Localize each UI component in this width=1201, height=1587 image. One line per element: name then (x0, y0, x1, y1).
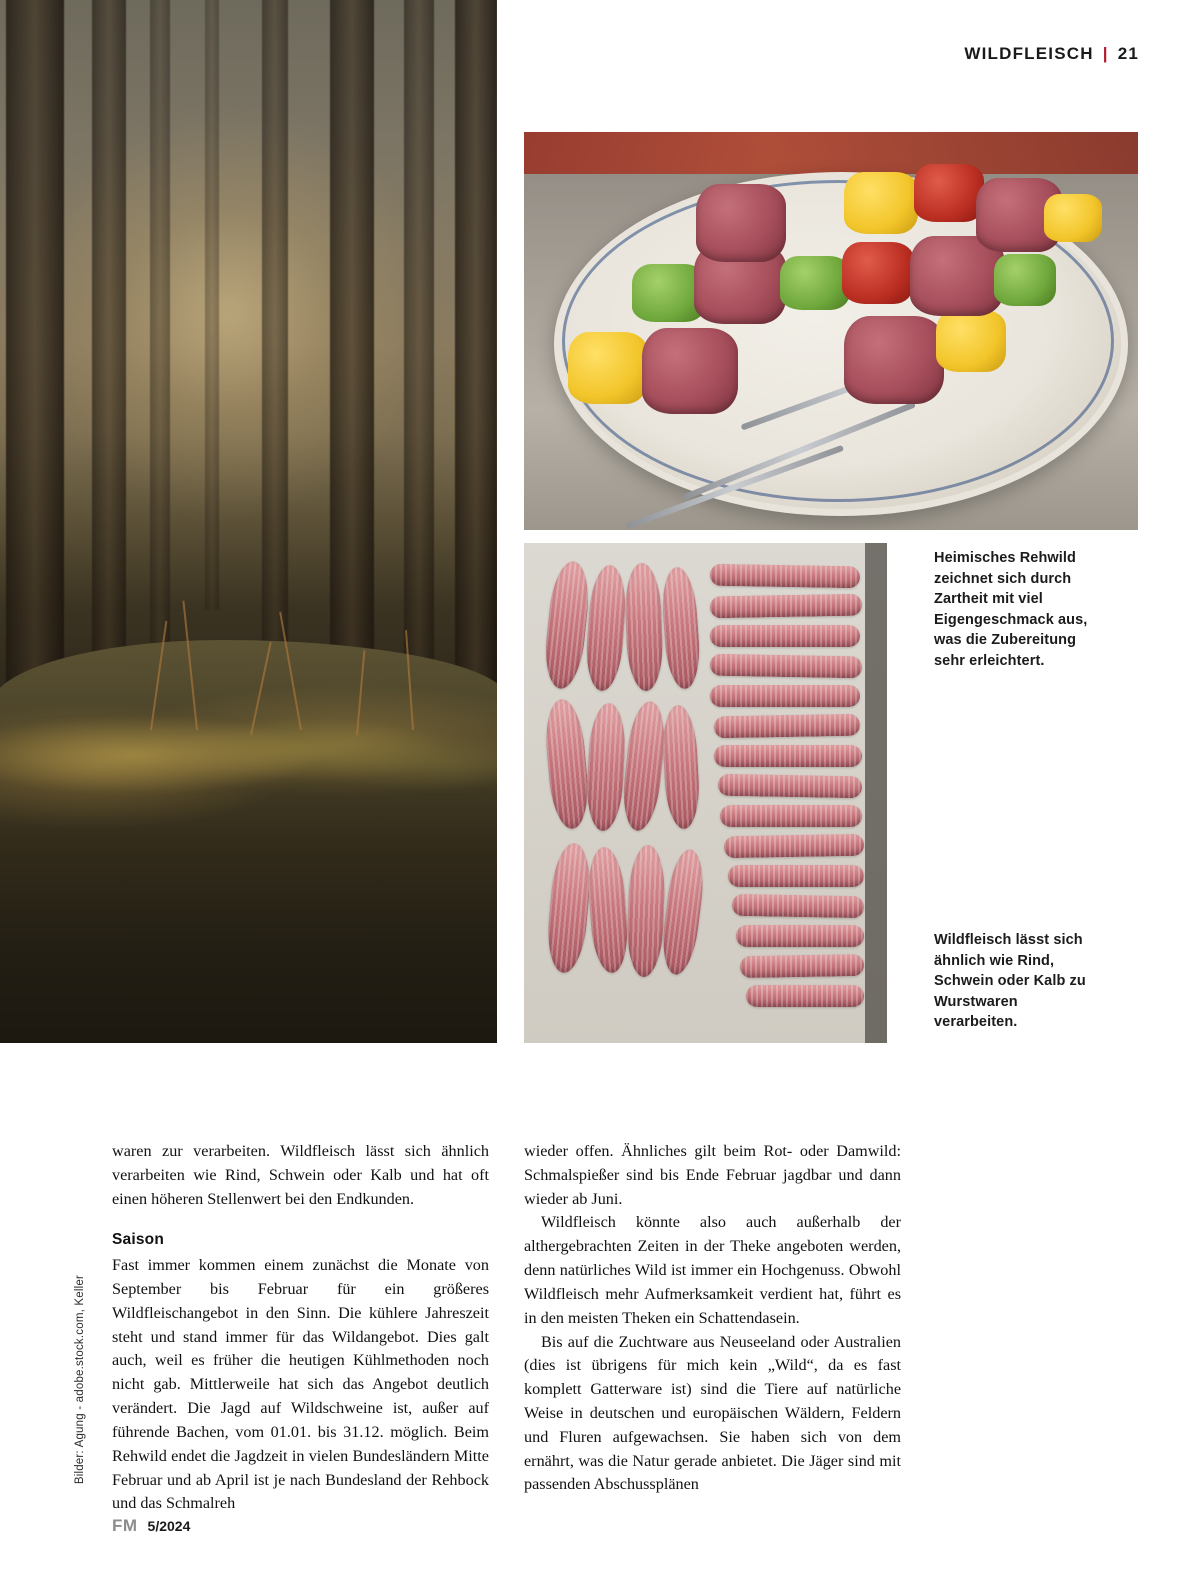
tomato-piece (842, 242, 914, 304)
tomato-piece (914, 164, 984, 222)
yellow-pepper-piece (936, 310, 1006, 372)
issue-number: 5/2024 (147, 1518, 191, 1534)
tree-trunk (150, 0, 170, 650)
forest-light-glow (19, 103, 439, 523)
body-column-right (524, 1140, 901, 1497)
green-pepper-piece (994, 254, 1056, 306)
sausage (710, 564, 860, 589)
page-number: 21 (1117, 44, 1139, 63)
paragraph: Fast immer kommen einem zunächst die Monate von September bis Februar für ein größeres Wildfleischangebot in den Sinn. Die kühlere Jahreszeit steht und stand immer für das Wildangebot. Dies galt auch, weil es früher die heutigen Kühlmethoden noch nicht gab. Mittlerweile hat sich das Angebot deutlich verändert. Die Jagd auf Wildschweine ist, außer auf führende Bachen, vom 01.01. bis 31.12. möglich. Beim Rehwild endet die Jagdzeit in vielen Bundesländern Mitte Februar und ab April ist je nach Bundesland der Rehbock und das Schmalreh (112, 1256, 489, 1513)
meat-cube (642, 328, 738, 414)
magazine-logo: FM (112, 1516, 138, 1535)
green-pepper-piece (780, 256, 850, 310)
tree-trunk (330, 0, 374, 730)
header-separator: | (1102, 44, 1109, 63)
tray-shadow-edge (865, 543, 887, 1043)
meat-cube (844, 316, 944, 404)
photo-caption-rehwild: Heimisches Rehwild zeichnet sich durch Zartheit mit viel Eigengeschmack aus, was die Zubereitung sehr erleichtert. (934, 550, 1088, 669)
sausage (736, 925, 864, 947)
paragraph: Bis auf die Zuchtware aus Neuseeland oder Australien (dies ist übrigens für mich kein „Wild“, da es fast komplett Gatterware ist) sind die Tiere auf natürliche Weise in deutschen und europäischen Wäldern, Feldern und Fluren aufgewachsen. Sie haben sich von dem ernährt, was die Natur gerade anbietet. Die Jäger sind mit passenden Abschussplänen (524, 1332, 901, 1494)
photo-caption-wurstwaren: Wildfleisch lässt sich ähnlich wie Rind, Schwein oder Kalb zu Wurstwaren verarbeiten. (934, 932, 1086, 1031)
paragraph: waren zur verarbeiten. Wildfleisch lässt sich ähnlich verarbeiten wie Rind, Schwein oder Kalb und hat oft einen höheren Stellenwert bei den Endkunden. (112, 1142, 489, 1208)
forest-photo (0, 0, 497, 1043)
tree-trunk (92, 0, 126, 690)
sausage (710, 625, 860, 647)
sausage (724, 834, 864, 858)
paragraph: wieder offen. Ähnliches gilt beim Rot- oder Damwild: Schmalspießer sind bis Ende Februar jagdbar und dann wieder ab Juni. (524, 1142, 901, 1208)
sausages-photo (524, 543, 887, 1043)
skewers-red-backdrop (524, 132, 1138, 174)
forest-moss (0, 690, 497, 820)
sausage (710, 594, 862, 619)
sausage (720, 805, 862, 827)
page-footer (112, 1516, 190, 1536)
sausage (728, 865, 864, 887)
sausage (710, 654, 862, 679)
tree-trunk (6, 0, 64, 750)
skewers-photo (524, 132, 1138, 530)
tree-trunk (205, 0, 219, 610)
tree-trunk (455, 0, 497, 750)
header-section-title: WILDFLEISCH (964, 44, 1094, 63)
sausage (740, 954, 864, 978)
tree-trunk (404, 0, 434, 690)
paragraph: Wildfleisch könnte also auch außerhalb der althergebrachten Zeiten in der Theke angeboten werden, denn natürliches Wild ist immer ein Hochgenuss. Obwohl Wildfleisch mehr Aufmerksamkeit verdient hat, führt es in den meisten Theken ein Schattendasein. (524, 1213, 901, 1327)
subheading-saison: Saison (112, 1231, 165, 1249)
page-header (964, 44, 1139, 64)
tree-trunk (262, 0, 288, 690)
photo-credit: Bilder: Agung - adobe.stock.com, Keller (74, 1275, 86, 1485)
sausage (746, 985, 864, 1007)
meat-cube (696, 184, 786, 262)
yellow-pepper-piece (1044, 194, 1102, 242)
yellow-pepper-piece (844, 172, 918, 234)
sausage (714, 745, 862, 767)
yellow-pepper-piece (568, 332, 648, 404)
sausage (710, 685, 860, 707)
sausage (714, 714, 860, 739)
sausage (732, 894, 864, 918)
body-column-left (112, 1140, 489, 1516)
sausage (718, 774, 862, 799)
